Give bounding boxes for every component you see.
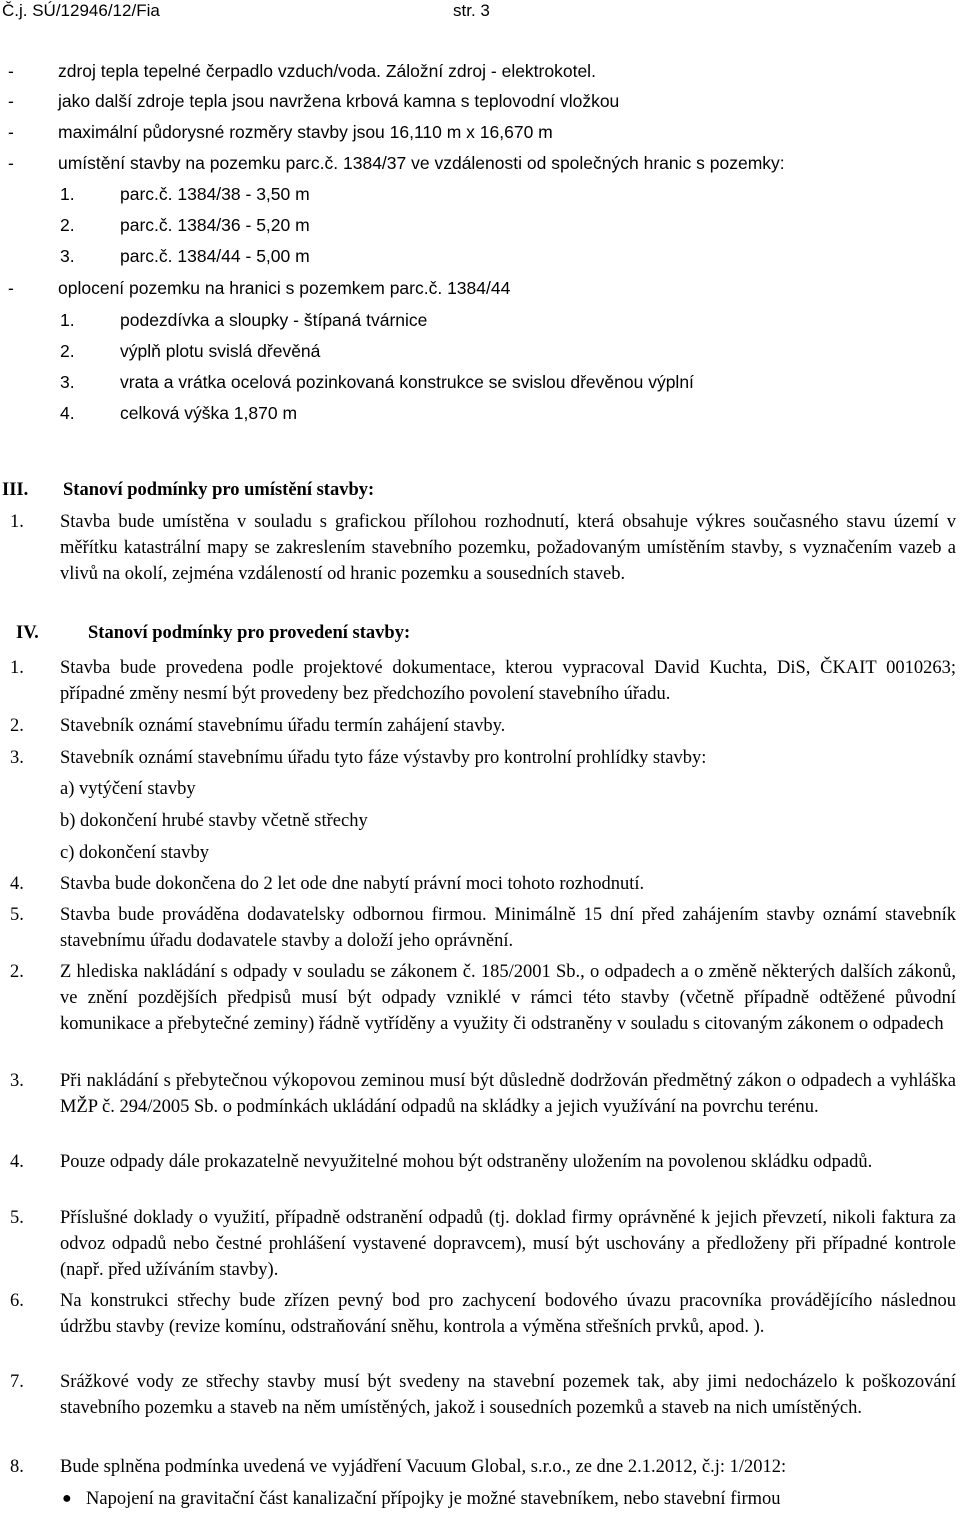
condition-item: 8. Bude splněna podmínka uvedená ve vyjádření Vacuum Global, s.r.o., ze dne 2.1.2012, č.j: 1/2012: xyxy=(10,1457,787,1477)
list-item: - zdroj tepla tepelné čerpadlo vzduch/voda. Záložní zdroj - elektrokotel. xyxy=(8,61,596,81)
condition-item: 2. Stavebník oznámí stavebnímu úřadu termín zahájení stavby. xyxy=(10,716,506,736)
list-item: - maximální půdorysné rozměry stavby jsou 16,110 m x 16,670 m xyxy=(8,122,553,142)
phase-item: a) vytýčení stavby xyxy=(60,779,196,799)
condition-item: 3. Stavebník oznámí stavebnímu úřadu tyto fáze výstavby pro kontrolní prohlídky stavby: xyxy=(10,748,707,768)
phase-item: b) dokončení hrubé stavby včetně střechy xyxy=(60,811,368,831)
section-title: Stanoví podmínky pro umístění stavby: xyxy=(63,480,375,500)
fence-item: 3. vrata a vrátka ocelová pozinkovaná konstrukce se svislou dřevěnou výplní xyxy=(60,372,694,392)
list-item: - jako další zdroje tepla jsou navržena krbová kamna s teplovodní vložkou xyxy=(8,91,620,111)
condition-item: 4. Pouze odpady dále prokazatelně nevyužitelné mohou být odstraněny uložením na povolenou skládku odpadů. xyxy=(10,1152,873,1172)
condition-item: 7. Srážkové vody ze střechy stavby musí být svedeny na stavební pozemek tak, aby jimi nedocházelo k poškozování stavebního pozemku a staveb na něm umístěných, jakož i sousedních pozemků a staveb na nich umístěných. xyxy=(10,1372,956,1418)
condition-item: 3. Při nakládání s přebytečnou výkopovou zeminou musí být důsledně dodržován předmětný zákon o odpadech a vyhláška MŽP č. 294/2005 Sb. o podmínkách ukládání odpadů na skládky a jejich využívání na povrchu terénu. xyxy=(10,1071,956,1117)
condition-item: 1. Stavba bude umístěna v souladu s grafickou přílohou rozhodnutí, která obsahuje výkres současného stavu území v měřítku katastrální mapy se zakreslením stavebního pozemku, požadovaným umístěním stavby, s vyznačením vazeb a vlivů na okolí, zejména vzdáleností od hranic pozemku a sousedních staveb. xyxy=(10,512,956,584)
condition-item: 4. Stavba bude dokončena do 2 let ode dne nabytí právní moci tohoto rozhodnutí. xyxy=(10,874,645,894)
fence-item: 2. výplň plotu svislá dřevěná xyxy=(60,341,321,361)
document-reference: Č.j. SÚ/12946/12/Fia xyxy=(2,1,160,20)
fence-item: 4. celková výška 1,870 m xyxy=(60,403,298,423)
bullet-item: ● Napojení na gravitační část kanalizační přípojky je možné stavebníkem, nebo stavební firmou xyxy=(86,1486,946,1512)
phase-item: c) dokončení stavby xyxy=(60,843,209,863)
section-number: IV. xyxy=(16,623,39,643)
condition-item: 6. Na konstrukci střechy bude zřízen pevný bod pro zachycení bodového úvazu pracovníka provádějícího následnou údržbu stavby (revize komínu, odstraňování sněhu, kontrola a výměna střešních prvků, apod. ). xyxy=(10,1291,956,1337)
distance-item: 3. parc.č. 1384/44 - 5,00 m xyxy=(60,246,310,266)
section-number: III. xyxy=(2,480,29,500)
bullet-icon: ● xyxy=(62,1490,72,1507)
page-number: str. 3 xyxy=(453,1,490,20)
condition-item: 5. Příslušné doklady o využití, případně odstranění odpadů (tj. doklad firmy oprávněné k jejich převzetí, nikoli faktura za odvoz odpadů nebo čestné prohlášení vystavené dopravcem), musí být uschovány a předloženy při případné kontrole (např. před užíváním stavby). xyxy=(10,1208,956,1280)
condition-item: 1. Stavba bude provedena podle projektové dokumentace, kterou vypracoval David Kuchta, DiS, ČKAIT 0010263; případné změny nesmí být provedeny bez předchozího povolení stavebního úřadu. xyxy=(10,658,956,704)
list-item: - oplocení pozemku na hranici s pozemkem parc.č. 1384/44 xyxy=(8,278,511,298)
condition-item: 2. Z hlediska nakládání s odpady v souladu se zákonem č. 185/2001 Sb., o odpadech a o změně některých dalších zákonů, ve znění pozdějších předpisů musí být odpady vzniklé v rámci této stavby (včetně případně odtěžené původní komunikace a přebytečné zeminy) řádně vytříděny a využity či odstraněny v souladu s citovaným zákonem o odpadech xyxy=(10,962,956,1034)
section-title: Stanoví podmínky pro provedení stavby: xyxy=(88,623,411,643)
list-item: - umístění stavby na pozemku parc.č. 1384/37 ve vzdálenosti od společných hranic s pozemky: xyxy=(8,153,785,173)
distance-item: 1. parc.č. 1384/38 - 3,50 m xyxy=(60,184,310,204)
condition-item: 5. Stavba bude prováděna dodavatelsky odbornou firmou. Minimálně 15 dní před zahájením stavby oznámí stavebník stavebnímu úřadu dodavatele stavby a doloží jeho oprávnění. xyxy=(10,905,956,951)
distance-item: 2. parc.č. 1384/36 - 5,20 m xyxy=(60,215,310,235)
fence-item: 1. podezdívka a sloupky - štípaná tvárnice xyxy=(60,310,428,330)
